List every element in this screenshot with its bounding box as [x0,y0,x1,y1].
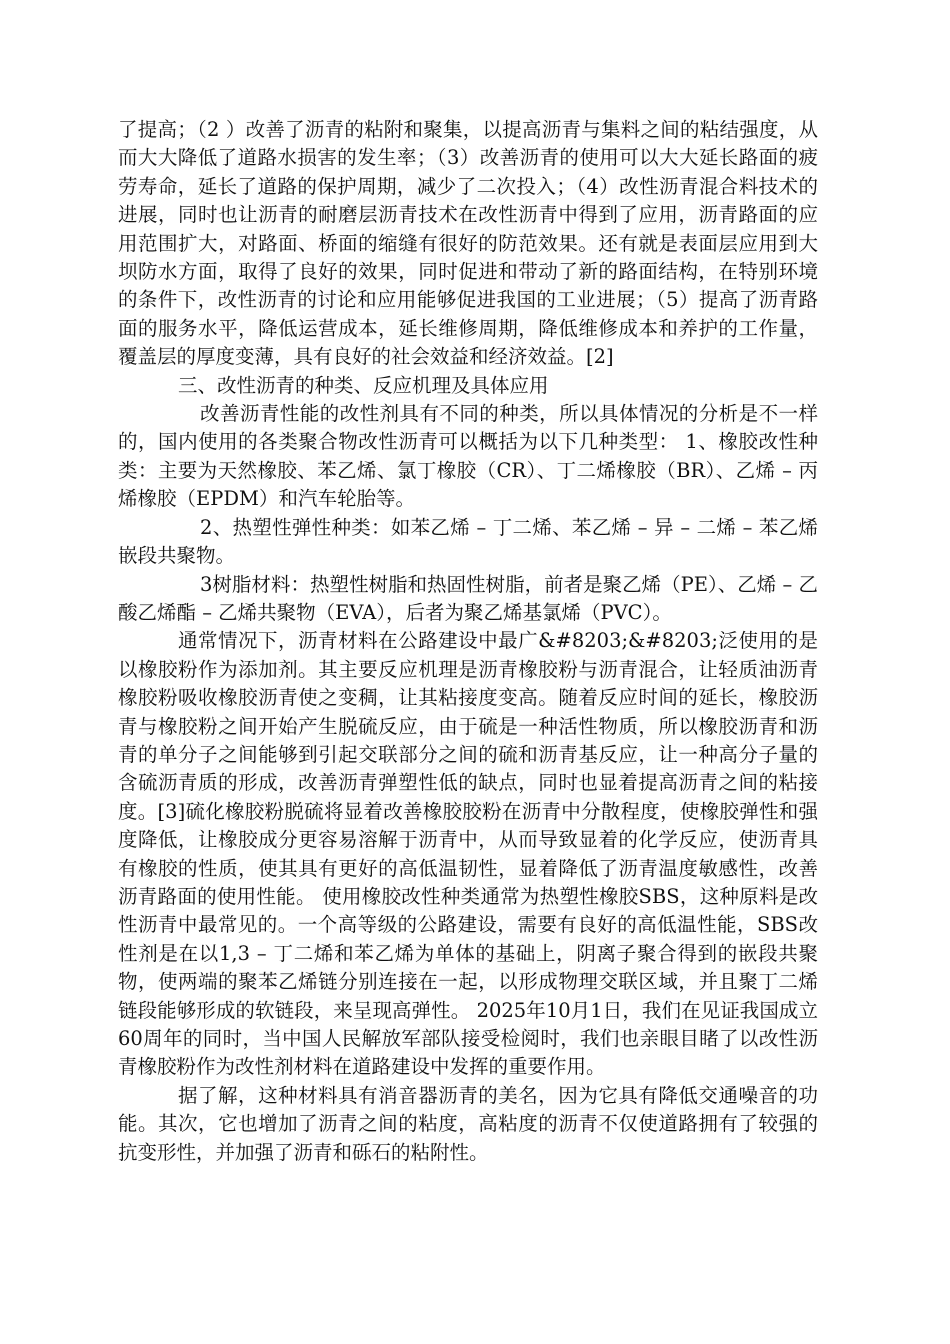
document-page [118,116,818,1167]
paragraph-noise-reduction: 据了解，这种材料具有消音器沥青的美名，因为它具有降低交通噪音的功能。其次，它也增加了沥青之间的粘度，高粘度的沥青不仅使道路拥有了较强的抗变形性，并加强了沥青和砾石的粘附性。 [118,1083,818,1164]
paragraph-resin-materials: 3树脂材料：热塑性树脂和热固性树脂，前者是聚乙烯（PE）、乙烯 – 乙酸乙烯酯 – 乙烯共聚物（EVA），后者为聚乙烯基氯烯（PVC）。 [118,572,818,624]
paragraph-thermoplastic-elastomer: 2、热塑性弹性种类：如苯乙烯 – 丁二烯、苯乙烯 – 异 – 二烯 – 苯乙烯嵌段共聚物。 [118,515,818,568]
paragraph-rubber-powder-mechanism: 通常情况下，沥青材料在公路建设中最广&#8203;&#8203;泛使用的是以橡胶粉作为添加剂。其主要反应机理是沥青橡胶粉与沥青混合，让轻质油沥青橡胶粉吸收橡胶沥青使之变稠，让其粘接度变高。随着反应时间的延长，橡胶沥青与橡胶粉之间开始产生脱硫反应，由于硫是一种活性物质，所以橡胶沥青和沥青的单分子之间能够到引起交联部分之间的硫和沥青基反应，让一种高分子量的含硫沥青质的形成，改善沥青弹塑性低的缺点，同时也显着提高沥青之间的粘接度。[3]硫化橡胶粉脱硫将显着改善橡胶胶粉在沥青中分散程度，使橡胶弹性和强度降低，让橡胶成分更容易溶解于沥青中，从而导致显着的化学反应，使沥青具有橡胶的性质，使其具有更好的高低温韧性，显着降低了沥青温度敏感性，改善沥青路面的使用性能。 使用橡胶改性种类通常为热塑性橡胶SBS，这种原料是改性沥青中最常见的。一个高等级的公路建设，需要有良好的高低温性能，SBS改性剂是在以1,3 – 丁二烯和苯乙烯为单体的基础上，阴离子聚合得到的嵌段共聚物，使两端的聚苯乙烯链分别连接在一起，以形成物理交联区域，并且聚丁二烯链段能够形成的软链段，来呈现高弹性。 2025年10月1日，我们在见证我国成立60周年的同时，当中国人民解放军部队接受检阅时，我们也亲眼目睹了以改性沥青橡胶粉作为改性剂材料在道路建设中发挥的重要作用。 [118,629,818,1079]
section-heading-types-mechanism: 三、改性沥青的种类、反应机理及具体应用 [178,373,549,397]
paragraph-modifier-types: 改善沥青性能的改性剂具有不同的种类，所以具体情况的分析是不一样的，国内使用的各类聚合物改性沥青可以概括为以下几种类型： 1、橡胶改性种类：主要为天然橡胶、苯乙烯、氯丁橡胶（CR）、丁二烯橡胶（BR）、乙烯 – 丙烯橡胶（EPDM）和汽车轮胎等。 [118,402,818,511]
paragraph-benefits-continued: 了提高；（2 ）改善了沥青的粘附和聚集，以提高沥青与集料之间的粘结强度，从而大大降低了道路水损害的发生率；（3）改善沥青的使用可以大大延长路面的疲劳寿命，延长了道路的保护周期，减少了二次投入；（4）改性沥青混合料技术的进展，同时也让沥青的耐磨层沥青技术在改性沥青中得到了应用，沥青路面的应用范围扩大，对路面、桥面的缩缝有很好的防范效果。还有就是表面层应用到大坝防水方面，取得了良好的效果，同时促进和带动了新的路面结构，在特别环境的条件下，改性沥青的讨论和应用能够促进我国的工业进展；（5）提高了沥青路面的服务水平，降低运营成本，延长维修周期，降低维修成本和养护的工作量，覆盖层的厚度变薄，具有良好的社会效益和经济效益。[2] [118,118,818,369]
